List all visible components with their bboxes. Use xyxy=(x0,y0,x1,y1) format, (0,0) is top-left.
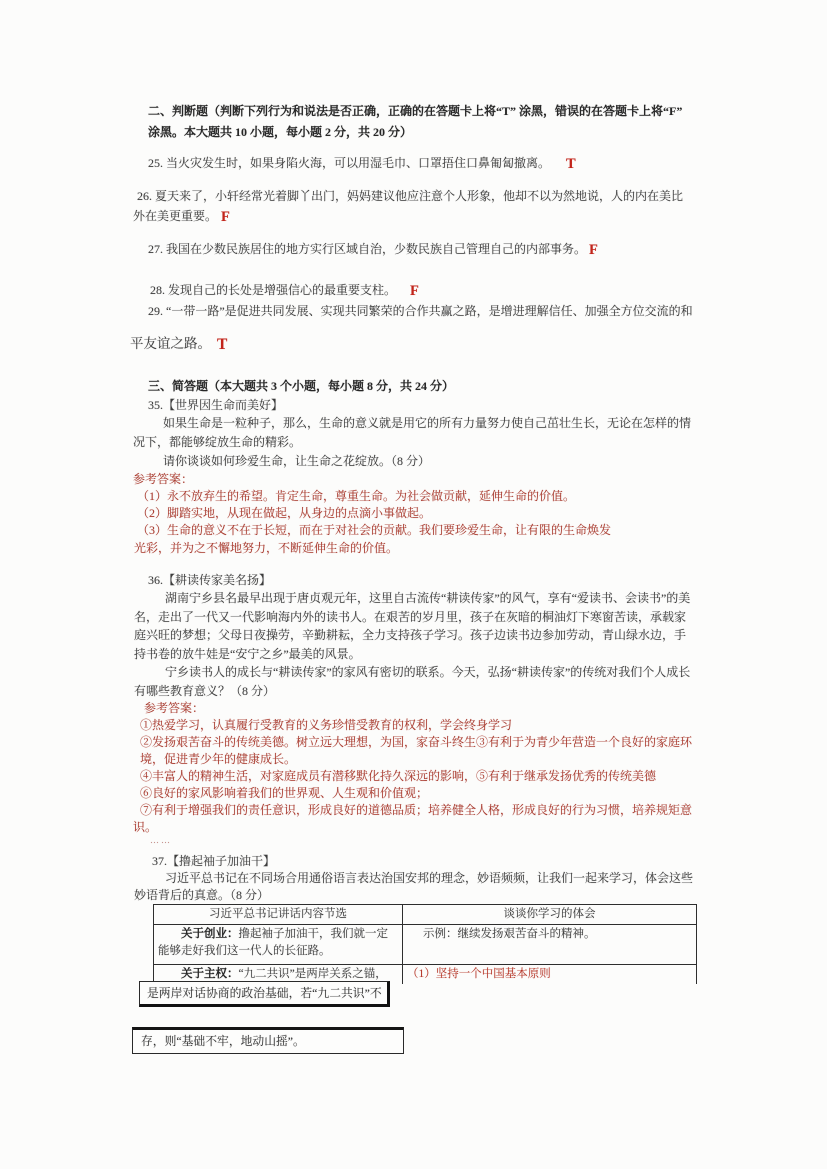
q36-body-line: 持书卷的放牛娃是“安宁之乡”最美的风景。 xyxy=(134,646,361,661)
question-27-text: 27. 我国在少数民族居住的地方实行区域自治，少数民族自己管理自己的内部事务。 xyxy=(148,242,587,256)
q37-row2-left-line1: 关于主权：“九二共识”是两岸关系之锚， xyxy=(181,968,387,980)
question-26-text: 外在美更重要。 xyxy=(133,209,218,223)
q36-answer-line: 识。 xyxy=(133,820,158,834)
q37-table-header-left: 习近平总书记讲话内容节选 xyxy=(154,905,403,925)
q35-body-line: 如果生命是一粒种子，那么，生命的意义就是用它的所有力量努力使自己茁壮生长，无论在怎样的情 xyxy=(163,416,692,430)
q36-body-line: 庭兴旺的梦想；父母日夜操劳，辛勤耕耘，全力支持孩子学习。孩子边读书边参加劳动，青山绿水边，手 xyxy=(134,628,687,642)
q36-body-line: 宁乡读书人的成长与“耕读传家”的家风有密切的联系。今天，弘扬“耕读传家”的传统对我们个人成长 xyxy=(165,665,691,679)
q36-answer-line: ①热爱学习，认真履行受教育的义务珍惜受教育的权利，学会终身学习 xyxy=(140,718,513,732)
q35-body-line: 请你谈谈如何珍爱生命，让生命之花绽放。（8 分） xyxy=(163,454,431,468)
q36-body-line: 名，走出了一代又一代影响海内外的读书人。在艰苦的岁月里，孩子在灰暗的桐油灯下寒窗苦读，承载家 xyxy=(134,609,687,624)
q36-title: 36.【耕读传家美名扬】 xyxy=(148,573,272,587)
answer-29: T xyxy=(217,336,228,353)
answer-25: T xyxy=(566,156,576,172)
q37-row1-left-line2: 能够走好我们这一代人的长征路。 xyxy=(158,945,331,957)
q37-row2-continuation-fragment-2: 存，则“基础不牢，地动山摇”。 xyxy=(132,1027,404,1054)
q37-title: 37.【撸起袖子加油干】 xyxy=(152,854,276,868)
answer-28: F xyxy=(410,283,419,299)
q37-row1-left-line1: 关于创业：撸起袖子加油干，我们就一定 xyxy=(181,928,388,940)
q37-body-line: 习近平总书记在不同场合用通俗语言表达治国安邦的理念，妙语频频，让我们一起来学习，体会这些 xyxy=(165,871,694,885)
judgement-section-heading-line2: 涂黑。本大题共 10 小题，每小题 2 分，共 20 分） xyxy=(148,125,413,139)
q37-table xyxy=(153,904,697,984)
q36-body-line: 有哪些教育意义？（8 分） xyxy=(134,683,276,698)
question-25 xyxy=(148,154,702,173)
q37-table-header-row xyxy=(154,905,697,925)
q35-answer-line: （2）脚踏实地，从现在做起，从身边的点滴小事做起。 xyxy=(137,506,432,520)
q35-title: 35.【世界因生命而美好】 xyxy=(148,398,284,412)
question-26-line2 xyxy=(133,207,702,226)
question-27 xyxy=(148,240,702,259)
q37-row2-continuation-fragment: 是两岸对话协商的政治基础，若“九二共识”不 xyxy=(139,981,390,1007)
stray-red-mark: ⋯⋯ xyxy=(150,837,172,847)
q37-row1-right-text: 示例：继续发扬艰苦奋斗的精神。 xyxy=(423,928,596,940)
q36-reference-answer-label: 参考答案： xyxy=(144,701,205,715)
q36-answer-line: ⑦有利于增强我们的责任意识，形成良好的道德品质；培养健全人格，形成良好的行为习惯，培养规矩意 xyxy=(140,803,693,817)
answer-26: F xyxy=(221,209,230,225)
question-26-line1: 26. 夏天来了，小轩经常光着脚丫出门，妈妈建议他应注意个人形象，他却不以为然地说，人的内在美比 xyxy=(137,189,684,203)
question-28-text: 28. 发现自己的长处是增强信心的最重要支柱。 xyxy=(150,283,397,297)
question-25-text: 25. 当火灾发生时，如果身陷火海，可以用湿毛巾、口罩捂住口鼻匍匐撤离。 xyxy=(148,156,551,170)
q36-answer-line: ⑥良好的家风影响着我们的世界观、人生观和价值观； xyxy=(140,786,429,800)
q35-answer-line: 光彩，并为之不懈地努力，不断延伸生命的价值。 xyxy=(134,541,399,555)
q37-row2-right-answer: （1）坚持一个中国基本原则 xyxy=(407,968,551,980)
answer-27: F xyxy=(589,242,598,258)
q37-row1-left-topic: 关于创业： xyxy=(181,928,239,940)
question-29-text: 平友谊之路。 xyxy=(130,336,211,351)
q35-body-line: 况下，都能够绽放生命的精彩。 xyxy=(133,435,302,449)
q37-body-line: 妙语背后的真意。（8 分） xyxy=(134,888,270,902)
question-29-line1: 29. “一带一路”是促进共同发展、实现共同繁荣的合作共赢之路，是增进理解信任、加强全方位交流的和 xyxy=(148,304,693,318)
q35-answer-line: （3）生命的意义不在于长短，而在于对社会的贡献。我们要珍爱生命，让有限的生命焕发 xyxy=(137,523,612,537)
q35-reference-answer-label: 参考答案： xyxy=(133,472,194,486)
q36-body-line: 湖南宁乡县名最早出现于唐贞观元年，这里自古流传“耕读传家”的风气，享有“爱读书、会读书”的美 xyxy=(165,591,691,605)
judgement-section-heading-line1: 二、判断题（判断下列行为和说法是否正确，正确的在答题卡上将“T” 涂黑，错误的在答题卡上将“F” xyxy=(148,104,683,118)
q36-answer-line: ④丰富人的精神生活，对家庭成员有潜移默化持久深远的影响，⑤有利于继承发扬优秀的传统美德 xyxy=(140,769,657,783)
q37-table-header-right: 谈谈你学习的体会 xyxy=(403,905,697,925)
q35-answer-line: （1）永不放弃生的希望。肯定生命，尊重生命。为社会做贡献，延伸生命的价值。 xyxy=(137,489,576,503)
q37-table-row-entrepreneurship xyxy=(154,925,697,965)
short-answer-section-heading: 三、简答题（本大题共 3 个小题，每小题 8 分，共 24 分） xyxy=(148,379,455,393)
question-28 xyxy=(150,281,702,300)
page-content xyxy=(130,102,702,1054)
question-29-line2 xyxy=(130,334,702,355)
q36-answer-line: ②发扬艰苦奋斗的传统美德。树立远大理想，为国，家奋斗终生③有利于为青少年营造一个良好的家庭环 xyxy=(140,735,693,749)
q37-row2-left-topic: 关于主权： xyxy=(181,968,239,980)
q36-answer-line: 境，促进青少年的健康成长。 xyxy=(140,752,297,766)
